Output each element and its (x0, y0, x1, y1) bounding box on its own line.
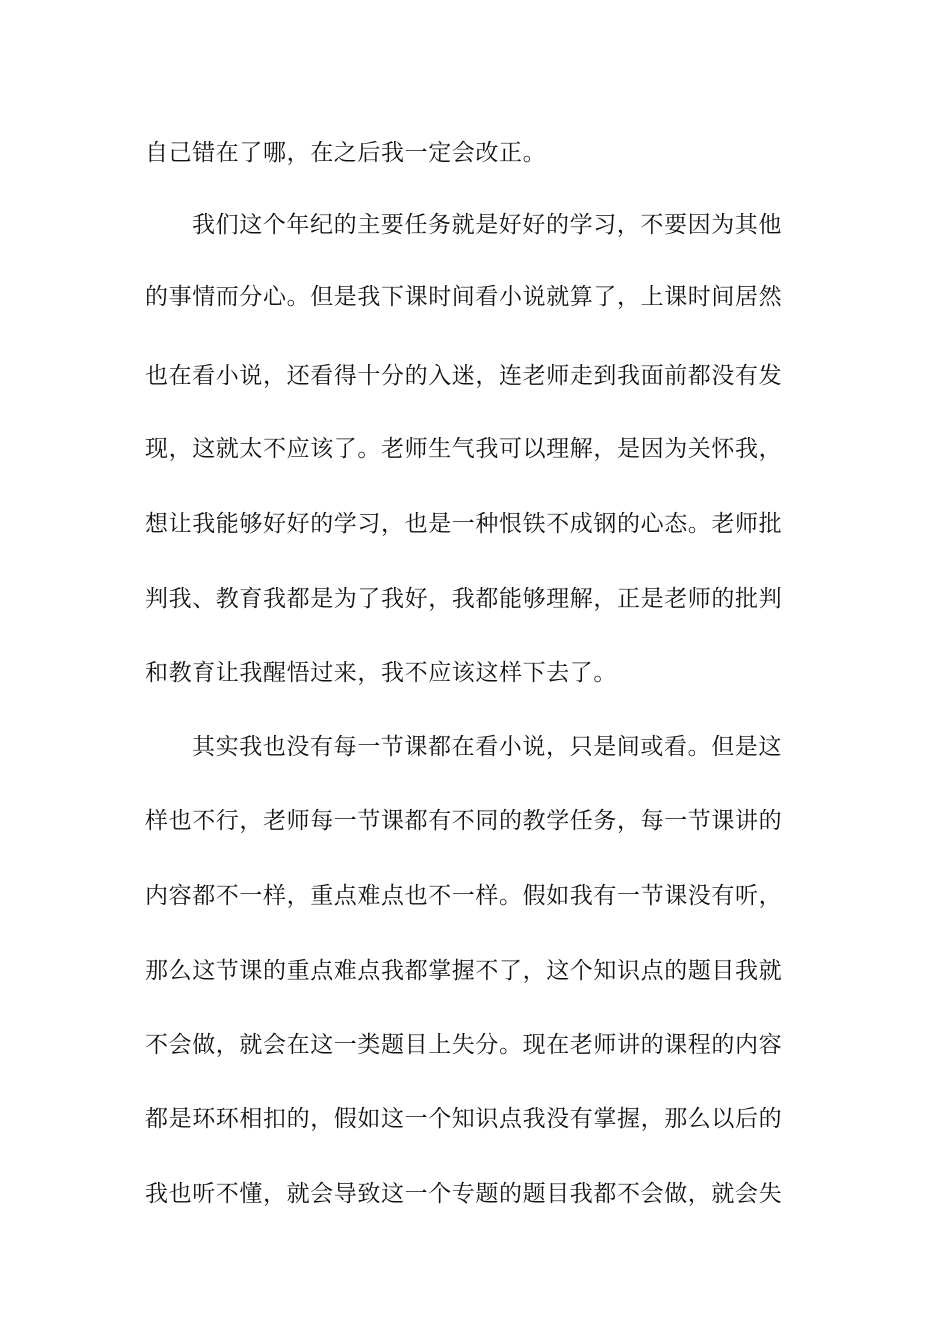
text-line: 的事情而分心。但是我下课时间看小说就算了，上课时间居然 (145, 284, 783, 310)
text-line: 也在看小说，还看得十分的入迷，连老师走到我面前都没有发 (145, 363, 783, 389)
text-line: 那么这节课的重点难点我都掌握不了，这个知识点的题目我就 (145, 958, 783, 984)
text-line: 样也不行，老师每一节课都有不同的教学任务，每一节课讲的 (145, 808, 783, 834)
text-line: 都是环环相扣的，假如这一个知识点我没有掌握，那么以后的 (145, 1106, 783, 1132)
text-line: 内容都不一样，重点难点也不一样。假如我有一节课没有听， (145, 883, 783, 909)
text-line: 我也听不懂，就会导致这一个专题的题目我都不会做，就会失 (145, 1181, 783, 1207)
text-line: 和教育让我醒悟过来，我不应该这样下去了。 (145, 660, 617, 686)
text-line: 现，这就太不应该了。老师生气我可以理解，是因为关怀我， (145, 436, 783, 462)
paragraph-first-line: 其实我也没有每一节课都在看小说，只是间或看。但是这 (192, 734, 782, 760)
paragraph-first-line: 我们这个年纪的主要任务就是好好的学习，不要因为其他 (192, 212, 782, 238)
text-line: 自己错在了哪，在之后我一定会改正。 (145, 140, 547, 166)
text-line: 不会做，就会在这一类题目上失分。现在老师讲的课程的内容 (145, 1032, 783, 1058)
text-line: 判我、教育我都是为了我好，我都能够理解，正是老师的批判 (145, 586, 783, 612)
text-line: 想让我能够好好的学习，也是一种恨铁不成钢的心态。老师批 (145, 511, 783, 537)
